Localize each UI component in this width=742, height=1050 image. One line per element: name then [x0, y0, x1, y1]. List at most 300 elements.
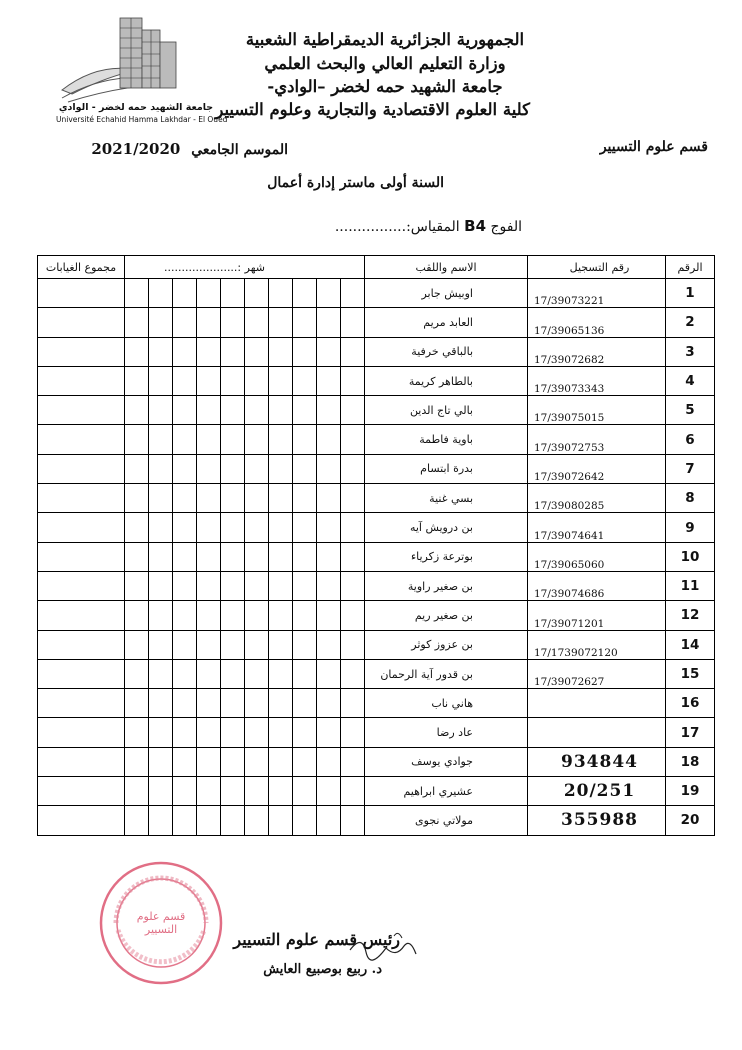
attendance-cell[interactable]: [197, 513, 221, 542]
table-row: [38, 718, 715, 747]
row-registration: 17/39072627: [528, 659, 666, 688]
attendance-cell[interactable]: [293, 454, 317, 483]
row-student-name: هاني ناب: [365, 689, 528, 718]
table-row: [38, 425, 715, 454]
absence-total-cell[interactable]: [38, 454, 125, 483]
row-registration: 17/39065060: [528, 542, 666, 571]
row-student-name: بن عزوز كوثر: [365, 630, 528, 659]
attendance-cell[interactable]: [149, 425, 173, 454]
attendance-cell[interactable]: [197, 747, 221, 776]
attendance-cell[interactable]: [245, 747, 269, 776]
attendance-cell[interactable]: [245, 542, 269, 571]
absence-total-cell[interactable]: [38, 425, 125, 454]
table-body: [38, 279, 715, 836]
attendance-cell[interactable]: [293, 366, 317, 395]
attendance-cell[interactable]: [221, 689, 245, 718]
attendance-cell[interactable]: [173, 571, 197, 600]
attendance-cell[interactable]: [293, 630, 317, 659]
attendance-cell[interactable]: [269, 337, 293, 366]
attendance-cell[interactable]: [221, 542, 245, 571]
attendance-cell[interactable]: [149, 337, 173, 366]
season-label: [91, 140, 288, 158]
attendance-cell[interactable]: [245, 630, 269, 659]
attendance-cell[interactable]: [125, 542, 149, 571]
absence-total-cell[interactable]: [38, 513, 125, 542]
row-number: 14: [666, 630, 715, 659]
signature-name: د. ربيع بوصبيع العايش: [263, 962, 382, 977]
absence-total-cell[interactable]: [38, 542, 125, 571]
attendance-cell[interactable]: [293, 718, 317, 747]
attendance-cell[interactable]: [341, 513, 365, 542]
attendance-cell[interactable]: [149, 806, 173, 835]
attendance-cell[interactable]: [197, 542, 221, 571]
row-registration: 17/39072753: [528, 425, 666, 454]
row-number: 19: [666, 777, 715, 806]
attendance-cell[interactable]: [149, 396, 173, 425]
attendance-cell[interactable]: [317, 425, 341, 454]
attendance-cell[interactable]: [197, 601, 221, 630]
attendance-cell[interactable]: [245, 659, 269, 688]
attendance-cell[interactable]: [221, 630, 245, 659]
attendance-cell[interactable]: [173, 425, 197, 454]
row-student-name: بدرة ابتسام: [365, 454, 528, 483]
table-row: [38, 337, 715, 366]
attendance-cell[interactable]: [341, 308, 365, 337]
module-label: المقياس:................: [334, 219, 460, 235]
attendance-cell[interactable]: [197, 689, 221, 718]
row-registration: 17/39075015: [528, 396, 666, 425]
attendance-cell[interactable]: [125, 396, 149, 425]
row-registration: 17/39065136: [528, 308, 666, 337]
row-number: 11: [666, 571, 715, 600]
attendance-cell[interactable]: [125, 425, 149, 454]
attendance-cell[interactable]: [149, 689, 173, 718]
row-registration: 20/251: [528, 777, 666, 806]
attendance-cell[interactable]: [317, 747, 341, 776]
attendance-cell[interactable]: [269, 689, 293, 718]
attendance-cell[interactable]: [197, 630, 221, 659]
attendance-cell[interactable]: [317, 454, 341, 483]
attendance-cell[interactable]: [149, 630, 173, 659]
attendance-cell[interactable]: [341, 396, 365, 425]
attendance-cell[interactable]: [269, 513, 293, 542]
attendance-cell[interactable]: [317, 396, 341, 425]
absence-total-cell[interactable]: [38, 659, 125, 688]
table-row: [38, 777, 715, 806]
stamp-text: قسم علوم التسيير: [136, 910, 186, 936]
attendance-cell[interactable]: [149, 484, 173, 513]
attendance-cell[interactable]: [149, 659, 173, 688]
attendance-cell[interactable]: [221, 747, 245, 776]
attendance-cell[interactable]: [125, 308, 149, 337]
attendance-cell[interactable]: [317, 806, 341, 835]
row-registration: 17/39071201: [528, 601, 666, 630]
table-row: [38, 630, 715, 659]
attendance-cell[interactable]: [269, 454, 293, 483]
attendance-cell[interactable]: [125, 454, 149, 483]
attendance-cell[interactable]: [269, 630, 293, 659]
attendance-cell[interactable]: [341, 747, 365, 776]
row-registration: [528, 718, 666, 747]
attendance-cell[interactable]: [245, 454, 269, 483]
attendance-cell[interactable]: [125, 279, 149, 308]
attendance-cell[interactable]: [293, 396, 317, 425]
attendance-cell[interactable]: [341, 542, 365, 571]
attendance-cell[interactable]: [125, 747, 149, 776]
attendance-cell[interactable]: [317, 308, 341, 337]
group-value: B4: [464, 217, 487, 235]
attendance-cell[interactable]: [293, 659, 317, 688]
attendance-cell[interactable]: [221, 308, 245, 337]
attendance-cell[interactable]: [197, 659, 221, 688]
table-row: [38, 308, 715, 337]
attendance-cell[interactable]: [341, 337, 365, 366]
attendance-cell[interactable]: [317, 659, 341, 688]
attendance-cell[interactable]: [221, 454, 245, 483]
attendance-cell[interactable]: [245, 396, 269, 425]
attendance-cell[interactable]: [221, 513, 245, 542]
attendance-cell[interactable]: [173, 601, 197, 630]
attendance-cell[interactable]: [221, 366, 245, 395]
attendance-cell[interactable]: [197, 454, 221, 483]
attendance-cell[interactable]: [197, 308, 221, 337]
row-number: 3: [666, 337, 715, 366]
attendance-cell[interactable]: [245, 601, 269, 630]
attendance-cell[interactable]: [317, 279, 341, 308]
attendance-cell[interactable]: [221, 777, 245, 806]
table-row: [38, 366, 715, 395]
row-student-name: عاد رضا: [365, 718, 528, 747]
attendance-cell[interactable]: [317, 718, 341, 747]
attendance-cell[interactable]: [269, 484, 293, 513]
attendance-cell[interactable]: [293, 806, 317, 835]
table-header-row: [38, 256, 715, 279]
attendance-cell[interactable]: [221, 484, 245, 513]
attendance-cell[interactable]: [269, 308, 293, 337]
attendance-cell[interactable]: [269, 366, 293, 395]
attendance-cell[interactable]: [341, 659, 365, 688]
row-registration: 17/39073221: [528, 279, 666, 308]
attendance-cell[interactable]: [125, 718, 149, 747]
table-row: [38, 571, 715, 600]
table-row: [38, 513, 715, 542]
attendance-cell[interactable]: [197, 484, 221, 513]
attendance-cell[interactable]: [293, 777, 317, 806]
table-row: [38, 806, 715, 835]
attendance-cell[interactable]: [197, 718, 221, 747]
attendance-cell[interactable]: [269, 396, 293, 425]
attendance-cell[interactable]: [317, 601, 341, 630]
attendance-cell[interactable]: [341, 366, 365, 395]
row-number: 5: [666, 396, 715, 425]
row-registration: 17/39073343: [528, 366, 666, 395]
attendance-cell[interactable]: [173, 366, 197, 395]
signature-title: رئيس قسم علوم التسيير: [233, 930, 400, 949]
attendance-cell[interactable]: [173, 484, 197, 513]
attendance-cell[interactable]: [173, 308, 197, 337]
attendance-cell[interactable]: [149, 777, 173, 806]
attendance-cell[interactable]: [269, 806, 293, 835]
attendance-cell[interactable]: [341, 454, 365, 483]
attendance-cell[interactable]: [317, 337, 341, 366]
row-number: 17: [666, 718, 715, 747]
attendance-cell[interactable]: [341, 630, 365, 659]
row-number: 8: [666, 484, 715, 513]
absence-total-cell[interactable]: [38, 718, 125, 747]
attendance-cell[interactable]: [293, 337, 317, 366]
attendance-cell[interactable]: [269, 542, 293, 571]
row-number: 6: [666, 425, 715, 454]
attendance-cell[interactable]: [293, 571, 317, 600]
table-row: [38, 279, 715, 308]
row-number: 12: [666, 601, 715, 630]
row-student-name: بن قدور آية الرحمان: [365, 659, 528, 688]
absence-total-cell[interactable]: [38, 396, 125, 425]
attendance-cell[interactable]: [269, 601, 293, 630]
attendance-cell[interactable]: [293, 308, 317, 337]
attendance-cell[interactable]: [245, 366, 269, 395]
attendance-cell[interactable]: [245, 777, 269, 806]
university-logo: [58, 12, 218, 104]
attendance-cell[interactable]: [197, 777, 221, 806]
attendance-cell[interactable]: [293, 279, 317, 308]
attendance-cell[interactable]: [245, 513, 269, 542]
attendance-cell[interactable]: [125, 484, 149, 513]
attendance-cell[interactable]: [245, 337, 269, 366]
row-number: 20: [666, 806, 715, 835]
row-number: 7: [666, 454, 715, 483]
absence-total-cell[interactable]: [38, 484, 125, 513]
attendance-cell[interactable]: [221, 601, 245, 630]
attendance-cell[interactable]: [221, 718, 245, 747]
attendance-cell[interactable]: [269, 279, 293, 308]
attendance-cell[interactable]: [149, 454, 173, 483]
table-row: [38, 747, 715, 776]
attendance-cell[interactable]: [293, 484, 317, 513]
attendance-cell[interactable]: [149, 601, 173, 630]
attendance-cell[interactable]: [173, 806, 197, 835]
attendance-cell[interactable]: [197, 366, 221, 395]
attendance-cell[interactable]: [269, 571, 293, 600]
row-student-name: بن صغير راوية: [365, 571, 528, 600]
row-registration: 17/39074686: [528, 571, 666, 600]
absence-total-cell[interactable]: [38, 689, 125, 718]
attendance-cell[interactable]: [149, 747, 173, 776]
attendance-cell[interactable]: [317, 542, 341, 571]
absence-total-cell[interactable]: [38, 308, 125, 337]
attendance-cell[interactable]: [245, 806, 269, 835]
row-student-name: باوية فاطمة: [365, 425, 528, 454]
attendance-cell[interactable]: [173, 513, 197, 542]
row-student-name: العابد مريم: [365, 308, 528, 337]
university-building-icon: [58, 12, 218, 104]
attendance-cell[interactable]: [125, 601, 149, 630]
attendance-cell[interactable]: [317, 689, 341, 718]
group-module-line: [335, 217, 522, 235]
row-student-name: بن صغير ريم: [365, 601, 528, 630]
attendance-cell[interactable]: [173, 777, 197, 806]
attendance-cell[interactable]: [245, 308, 269, 337]
attendance-cell[interactable]: [125, 337, 149, 366]
handwritten-signature-icon: [346, 928, 430, 968]
attendance-cell[interactable]: [341, 571, 365, 600]
absence-total-cell[interactable]: [38, 601, 125, 630]
attendance-cell[interactable]: [197, 425, 221, 454]
attendance-cell[interactable]: [149, 718, 173, 747]
attendance-cell[interactable]: [341, 484, 365, 513]
attendance-cell[interactable]: [125, 366, 149, 395]
attendance-cell[interactable]: [293, 542, 317, 571]
attendance-cell[interactable]: [341, 279, 365, 308]
row-registration: 17/39072642: [528, 454, 666, 483]
attendance-cell[interactable]: [149, 366, 173, 395]
attendance-cell[interactable]: [173, 630, 197, 659]
attendance-cell[interactable]: [341, 777, 365, 806]
attendance-cell[interactable]: [125, 513, 149, 542]
attendance-cell[interactable]: [293, 689, 317, 718]
attendance-cell[interactable]: [221, 571, 245, 600]
attendance-cell[interactable]: [173, 689, 197, 718]
row-registration: 17/39074641: [528, 513, 666, 542]
attendance-cell[interactable]: [197, 396, 221, 425]
attendance-cell[interactable]: [317, 571, 341, 600]
row-student-name: بوترعة زكرياء: [365, 542, 528, 571]
attendance-cell[interactable]: [125, 659, 149, 688]
attendance-cell[interactable]: [125, 630, 149, 659]
attendance-cell[interactable]: [173, 396, 197, 425]
season-label-text: الموسم الجامعي: [191, 142, 288, 158]
absence-total-cell[interactable]: [38, 337, 125, 366]
absence-total-cell[interactable]: [38, 571, 125, 600]
attendance-cell[interactable]: [149, 542, 173, 571]
attendance-cell[interactable]: [221, 396, 245, 425]
attendance-cell[interactable]: [173, 337, 197, 366]
row-registration: 934844: [528, 747, 666, 776]
row-student-name: بالباقي خرفية: [365, 337, 528, 366]
row-number: 4: [666, 366, 715, 395]
absence-total-cell[interactable]: [38, 630, 125, 659]
attendance-cell[interactable]: [341, 425, 365, 454]
department-label: قسم علوم التسيير: [599, 139, 708, 155]
attendance-cell[interactable]: [125, 571, 149, 600]
absence-total-cell[interactable]: [38, 777, 125, 806]
row-student-name: مولاتي نجوى: [365, 806, 528, 835]
attendance-cell[interactable]: [221, 279, 245, 308]
attendance-cell[interactable]: [149, 279, 173, 308]
absence-total-cell[interactable]: [38, 806, 125, 835]
attendance-cell[interactable]: [269, 659, 293, 688]
logo-caption-ar: جامعة الشهيد حمه لخضر - الوادي: [58, 102, 214, 113]
table-row: [38, 396, 715, 425]
logo-caption-fr: Université Echahid Hamma Lakhdar - El Oued: [56, 115, 228, 124]
row-student-name: اوبيش جابر: [365, 279, 528, 308]
attendance-cell[interactable]: [125, 777, 149, 806]
attendance-cell[interactable]: [245, 571, 269, 600]
attendance-cell[interactable]: [197, 571, 221, 600]
header-line-university: جامعة الشهيد حمه لخضر –الوادي-: [267, 77, 503, 96]
attendance-cell[interactable]: [317, 630, 341, 659]
absence-total-cell[interactable]: [38, 366, 125, 395]
header-line-faculty: كلية العلوم الاقتصادية والتجارية وعلوم التسيير: [215, 100, 530, 119]
attendance-cell[interactable]: [125, 806, 149, 835]
attendance-cell[interactable]: [221, 425, 245, 454]
attendance-cell[interactable]: [173, 279, 197, 308]
attendance-cell[interactable]: [293, 747, 317, 776]
attendance-cell[interactable]: [317, 366, 341, 395]
attendance-cell[interactable]: [149, 571, 173, 600]
row-number: 15: [666, 659, 715, 688]
attendance-cell[interactable]: [197, 279, 221, 308]
attendance-cell[interactable]: [245, 484, 269, 513]
attendance-cell[interactable]: [269, 777, 293, 806]
attendance-cell[interactable]: [269, 718, 293, 747]
attendance-cell[interactable]: [221, 337, 245, 366]
attendance-cell[interactable]: [317, 777, 341, 806]
attendance-table: [37, 255, 715, 836]
attendance-cell[interactable]: [245, 689, 269, 718]
attendance-cell[interactable]: [149, 308, 173, 337]
row-registration: 17/39080285: [528, 484, 666, 513]
official-stamp: [96, 858, 226, 988]
table-row: [38, 689, 715, 718]
absence-total-cell[interactable]: [38, 747, 125, 776]
header-reg: رقم التسجيل: [528, 256, 666, 279]
attendance-cell[interactable]: [245, 718, 269, 747]
row-student-name: بالي تاج الدين: [365, 396, 528, 425]
attendance-cell[interactable]: [341, 689, 365, 718]
attendance-cell[interactable]: [173, 747, 197, 776]
attendance-cell[interactable]: [245, 279, 269, 308]
attendance-cell[interactable]: [221, 659, 245, 688]
table-row: [38, 601, 715, 630]
header-total: مجموع الغيابات: [38, 256, 125, 279]
table-row: [38, 454, 715, 483]
attendance-cell[interactable]: [197, 337, 221, 366]
attendance-cell[interactable]: [317, 484, 341, 513]
row-number: 9: [666, 513, 715, 542]
attendance-cell[interactable]: [173, 659, 197, 688]
attendance-cell[interactable]: [317, 513, 341, 542]
header-month: شهر :.....................: [125, 256, 365, 279]
attendance-cell[interactable]: [293, 601, 317, 630]
attendance-cell[interactable]: [341, 601, 365, 630]
attendance-cell[interactable]: [197, 806, 221, 835]
attendance-cell[interactable]: [269, 747, 293, 776]
attendance-cell[interactable]: [245, 425, 269, 454]
header-line-republic: الجمهورية الجزائرية الديمقراطية الشعبية: [245, 30, 525, 49]
attendance-cell[interactable]: [149, 513, 173, 542]
header-name: الاسم واللقب: [365, 256, 528, 279]
attendance-cell[interactable]: [173, 718, 197, 747]
row-number: 10: [666, 542, 715, 571]
season-value: 2021/2020: [91, 140, 181, 158]
group-label: الفوج: [490, 219, 522, 235]
table-row: [38, 484, 715, 513]
absence-total-cell[interactable]: [38, 279, 125, 308]
attendance-cell[interactable]: [341, 806, 365, 835]
row-number: 2: [666, 308, 715, 337]
attendance-cell[interactable]: [269, 425, 293, 454]
attendance-cell[interactable]: [125, 689, 149, 718]
attendance-cell[interactable]: [221, 806, 245, 835]
attendance-cell[interactable]: [293, 425, 317, 454]
header-line-ministry: وزارة التعليم العالي والبحث العلمي: [264, 54, 506, 73]
row-number: 1: [666, 279, 715, 308]
attendance-cell[interactable]: [173, 542, 197, 571]
attendance-cell[interactable]: [173, 454, 197, 483]
attendance-cell[interactable]: [293, 513, 317, 542]
attendance-cell[interactable]: [341, 718, 365, 747]
